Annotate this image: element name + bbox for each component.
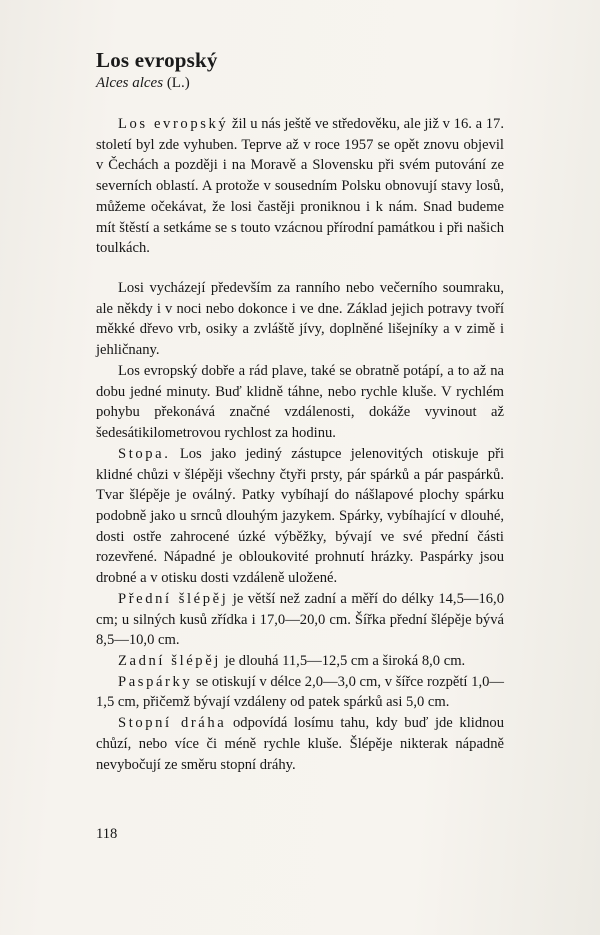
paragraph-lead: Stopa. — [118, 445, 171, 462]
page-title: Los evropský — [96, 48, 218, 72]
paragraph — [96, 672, 504, 713]
paragraph-text: je dlouhá 11,5—12,5 cm a široká 8,0 cm. — [220, 652, 466, 669]
paragraph — [96, 444, 504, 589]
paragraph — [96, 361, 504, 444]
paragraph-lead: Los evropský — [118, 116, 229, 132]
page-content — [96, 48, 504, 775]
paragraph-lead: Stopní dráha — [118, 715, 227, 732]
latin-name-text: Alces alces — [96, 75, 164, 91]
paragraph-lead: Paspárky — [118, 673, 193, 690]
paragraph-lead: Zadní šlépěj — [118, 652, 221, 669]
paragraph-text: odpovídá losímu tahu, kdy buď jde klidnou chůzí, nebo více či méně rychle kluše. Šlépěje nikterak nápadně nevybočují ze směru stopní dráhy. — [96, 715, 505, 773]
paragraph-text: se otiskují v délce 2,0—3,0 cm, v šířce rozpětí 1,0—1,5 cm, přičemž bývají vzdáleny od patek spárků asi 5,0 cm. — [96, 673, 504, 711]
paragraph — [96, 651, 504, 672]
paragraph-lead: Přední šlépěj — [118, 590, 229, 607]
paragraph — [96, 713, 504, 775]
paragraph — [96, 114, 504, 259]
paragraph-text: Los jako jediný zástupce jelenovitých otiskuje při klidné chůzi v šlépěji všechny čtyři prsty, pár spárků a pár paspárků. Tvar šlépěje je oválný. Patky vybíhají do nášlapové plochy spárku podobně jako u srnců dlouhým jazykem. Spárky, vybíhající v dlouhé, dosti ostře zahrocené úzké výběžky, bývají ve své přední části rozevřené. Nápadné je obloukovité prohnutí hrázky. Paspárky jsou drobné a v otisku dosti vzdáleně uložené. — [96, 445, 504, 587]
paragraph-text: Losi vycházejí především za ranního nebo večerního soumraku, ale někdy i v noci nebo dokonce i ve dne. Základ jejich potravy tvoří měkké dřevo vrb, osiky a zvláště jívy, doplněné lišejníky a v zimě i jehličnany. — [96, 280, 504, 359]
body-text — [96, 114, 504, 775]
paragraph-text: žil u nás ještě ve středověku, ale již v 16. a 17. století byl zde vyhuben. Teprve až v roce 1957 se opět znovu objevil v Čechách a později i na Moravě a Slovensku při svém putování ze severních oblastí. A protože v sousedním Polsku obnovují stavy losů, můžeme očekávat, že losi častěji proniknou i k nám. Snad budeme mít štěstí a setkáme se s touto vzácnou přírodní památkou i při našich toulkách. — [96, 116, 504, 257]
page-number: 118 — [96, 826, 118, 842]
species-latin-name — [96, 75, 504, 92]
paragraph — [96, 278, 504, 361]
latin-name-author: (L.) — [166, 75, 190, 91]
paragraph-text: je větší než zadní a měří do délky 14,5—16,0 cm; u silných kusů zřídka i 17,0—20,0 cm. Šířka přední šlépěje bývá 8,5—10,0 cm. — [96, 590, 505, 649]
paragraph-text: Los evropský dobře a rád plave, také se obratně potápí, a to až na dobu jedné minuty. Buď klidně táhne, nebo rychle kluše. V rychlém pohybu překonává značné vzdálenosti, dokáže vyvinout až šedesátikilometrovou rychlost za hodinu. — [96, 362, 504, 442]
paragraph — [96, 589, 504, 651]
